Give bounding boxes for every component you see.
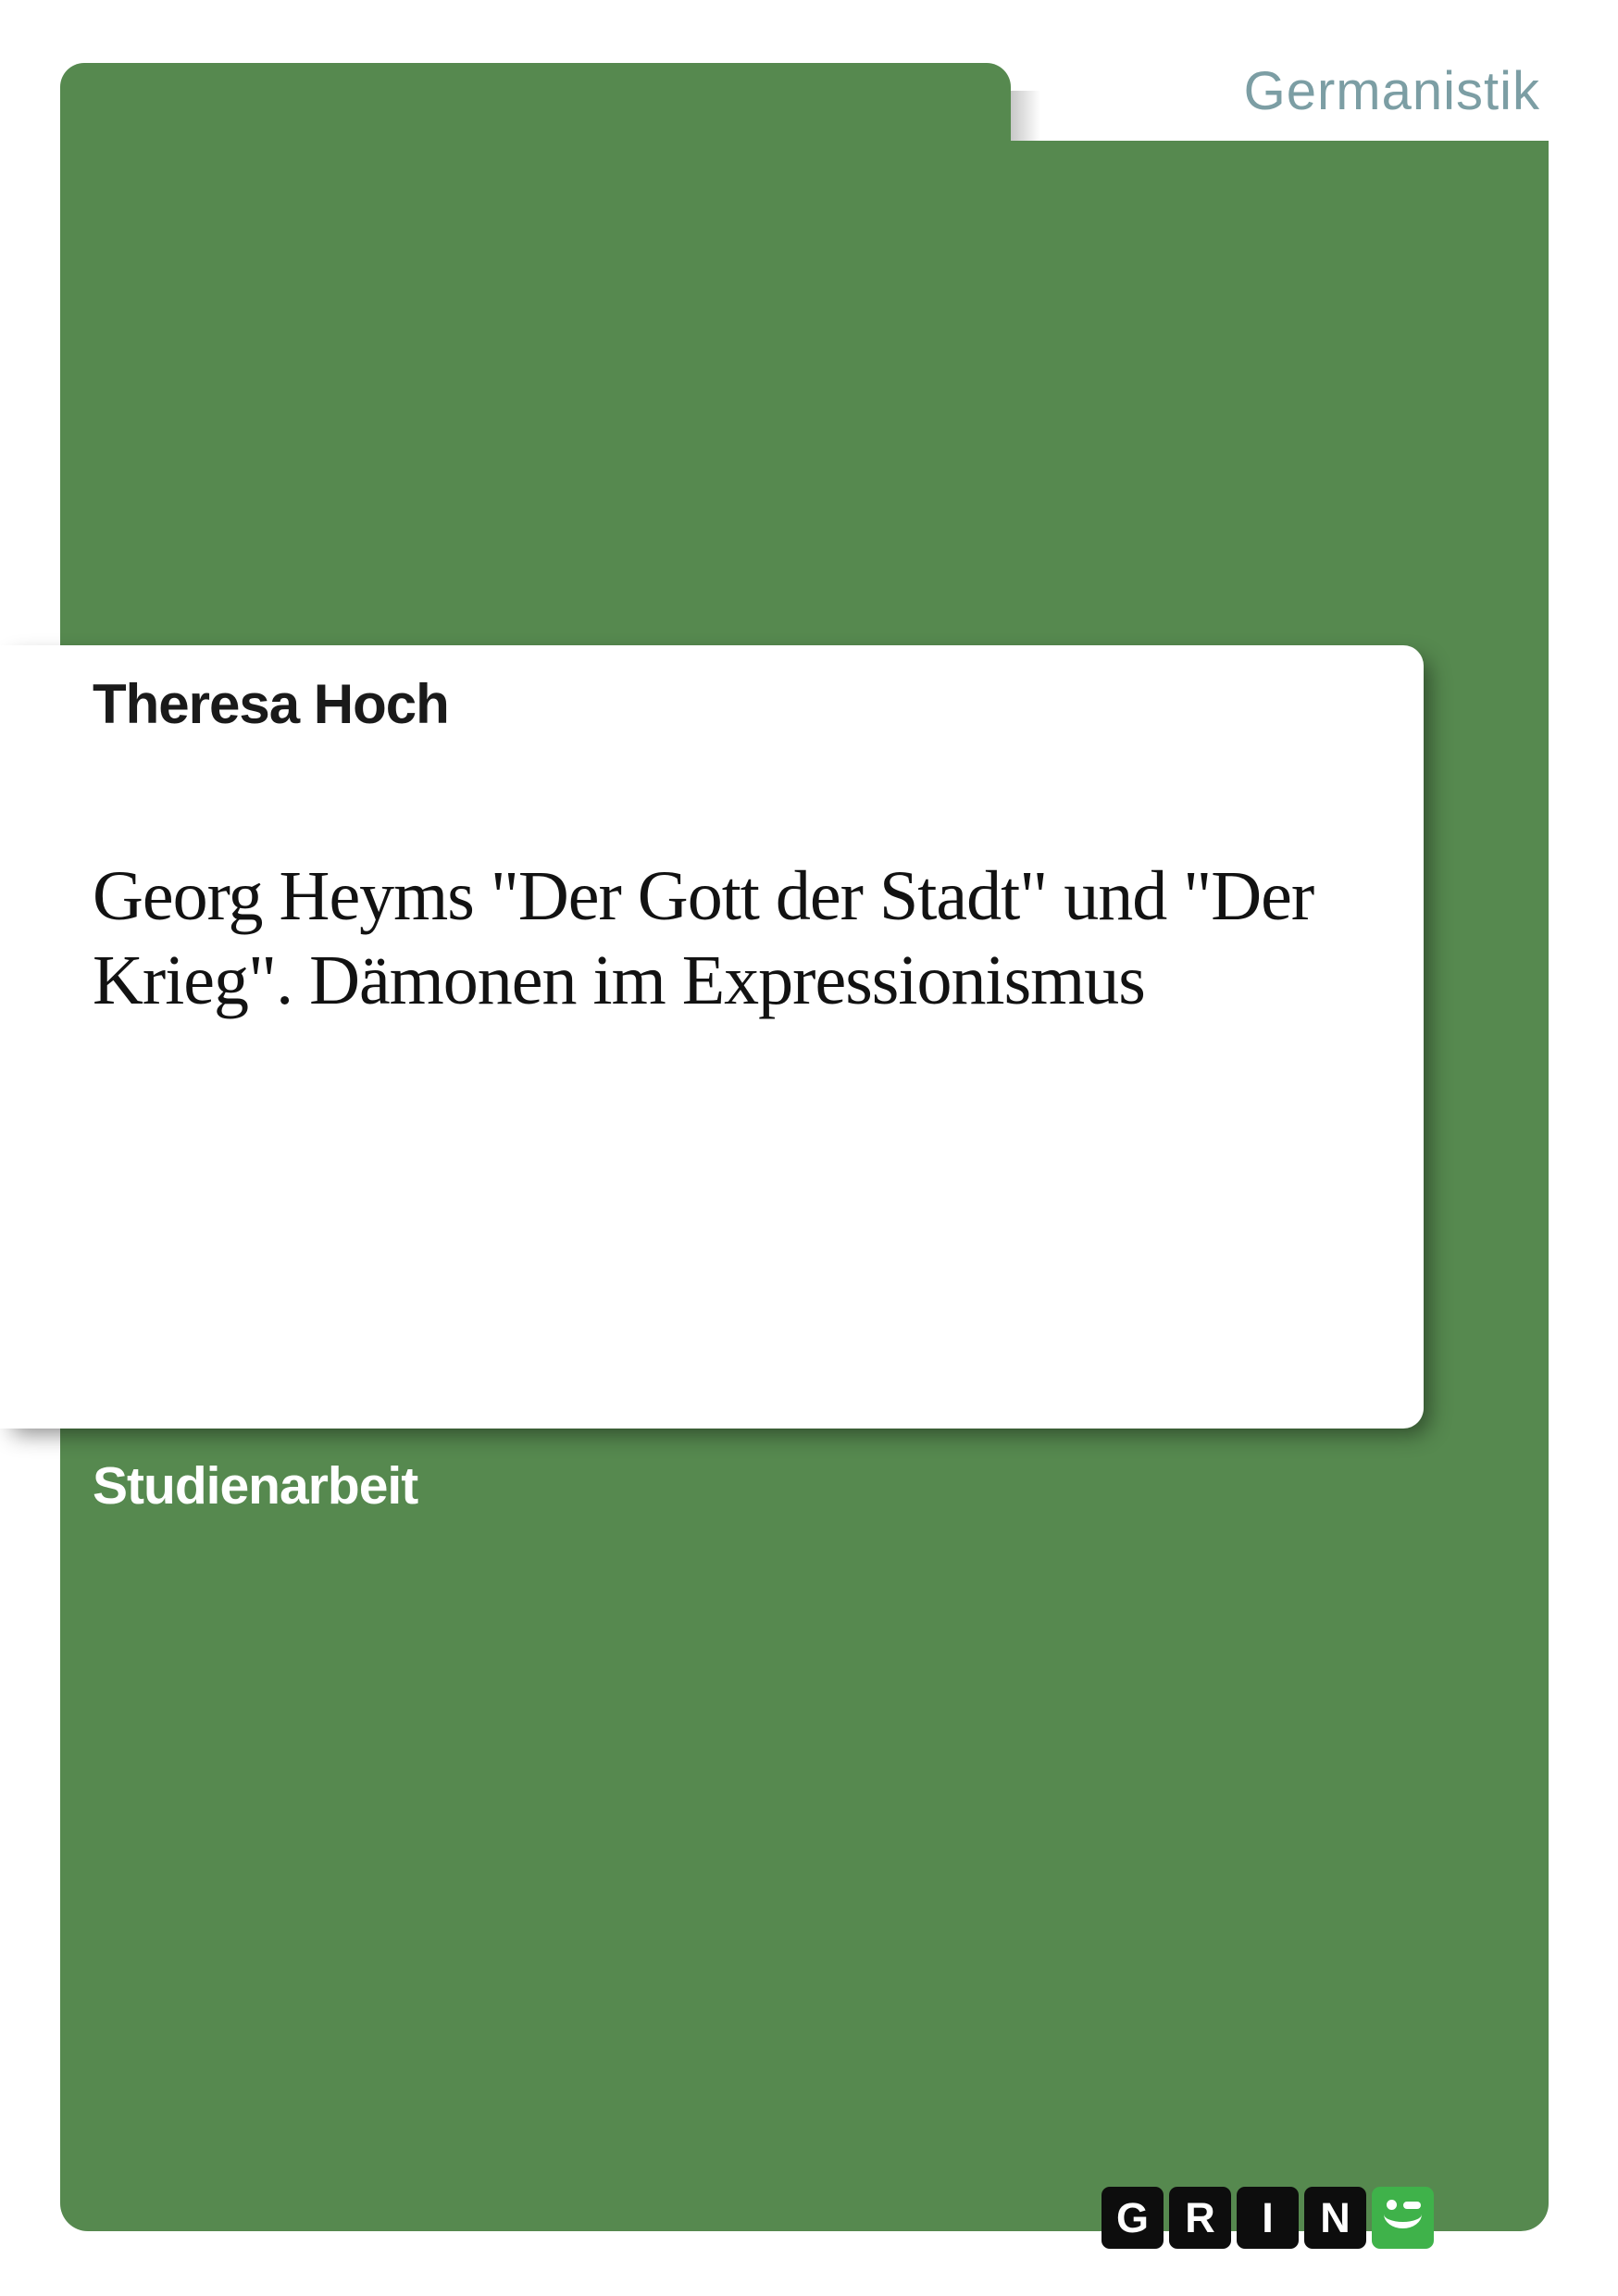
author-name: Theresa Hoch [93, 673, 449, 735]
panel-notch-shadow [1011, 91, 1040, 141]
category-label: Germanistik [1243, 61, 1540, 121]
book-title-line-2: Krieg". Dämonen im Expressionismus [93, 942, 1145, 1019]
green-panel-top [60, 63, 1011, 148]
title-card [0, 645, 1424, 1429]
document-type-label: Studienarbeit [93, 1456, 418, 1516]
logo-letter-n: N [1304, 2187, 1366, 2249]
logo-letter-r: R [1169, 2187, 1231, 2249]
logo-letter-i: I [1237, 2187, 1299, 2249]
logo-letter-g: G [1101, 2187, 1164, 2249]
smiley-mouth-icon [1384, 2202, 1422, 2228]
winking-smiley-icon [1372, 2187, 1434, 2249]
book-title [93, 855, 1407, 1023]
grin-logo [1101, 2187, 1434, 2249]
book-title-line-1: Georg Heyms "Der Gott der Stadt" und "Der [93, 857, 1314, 935]
